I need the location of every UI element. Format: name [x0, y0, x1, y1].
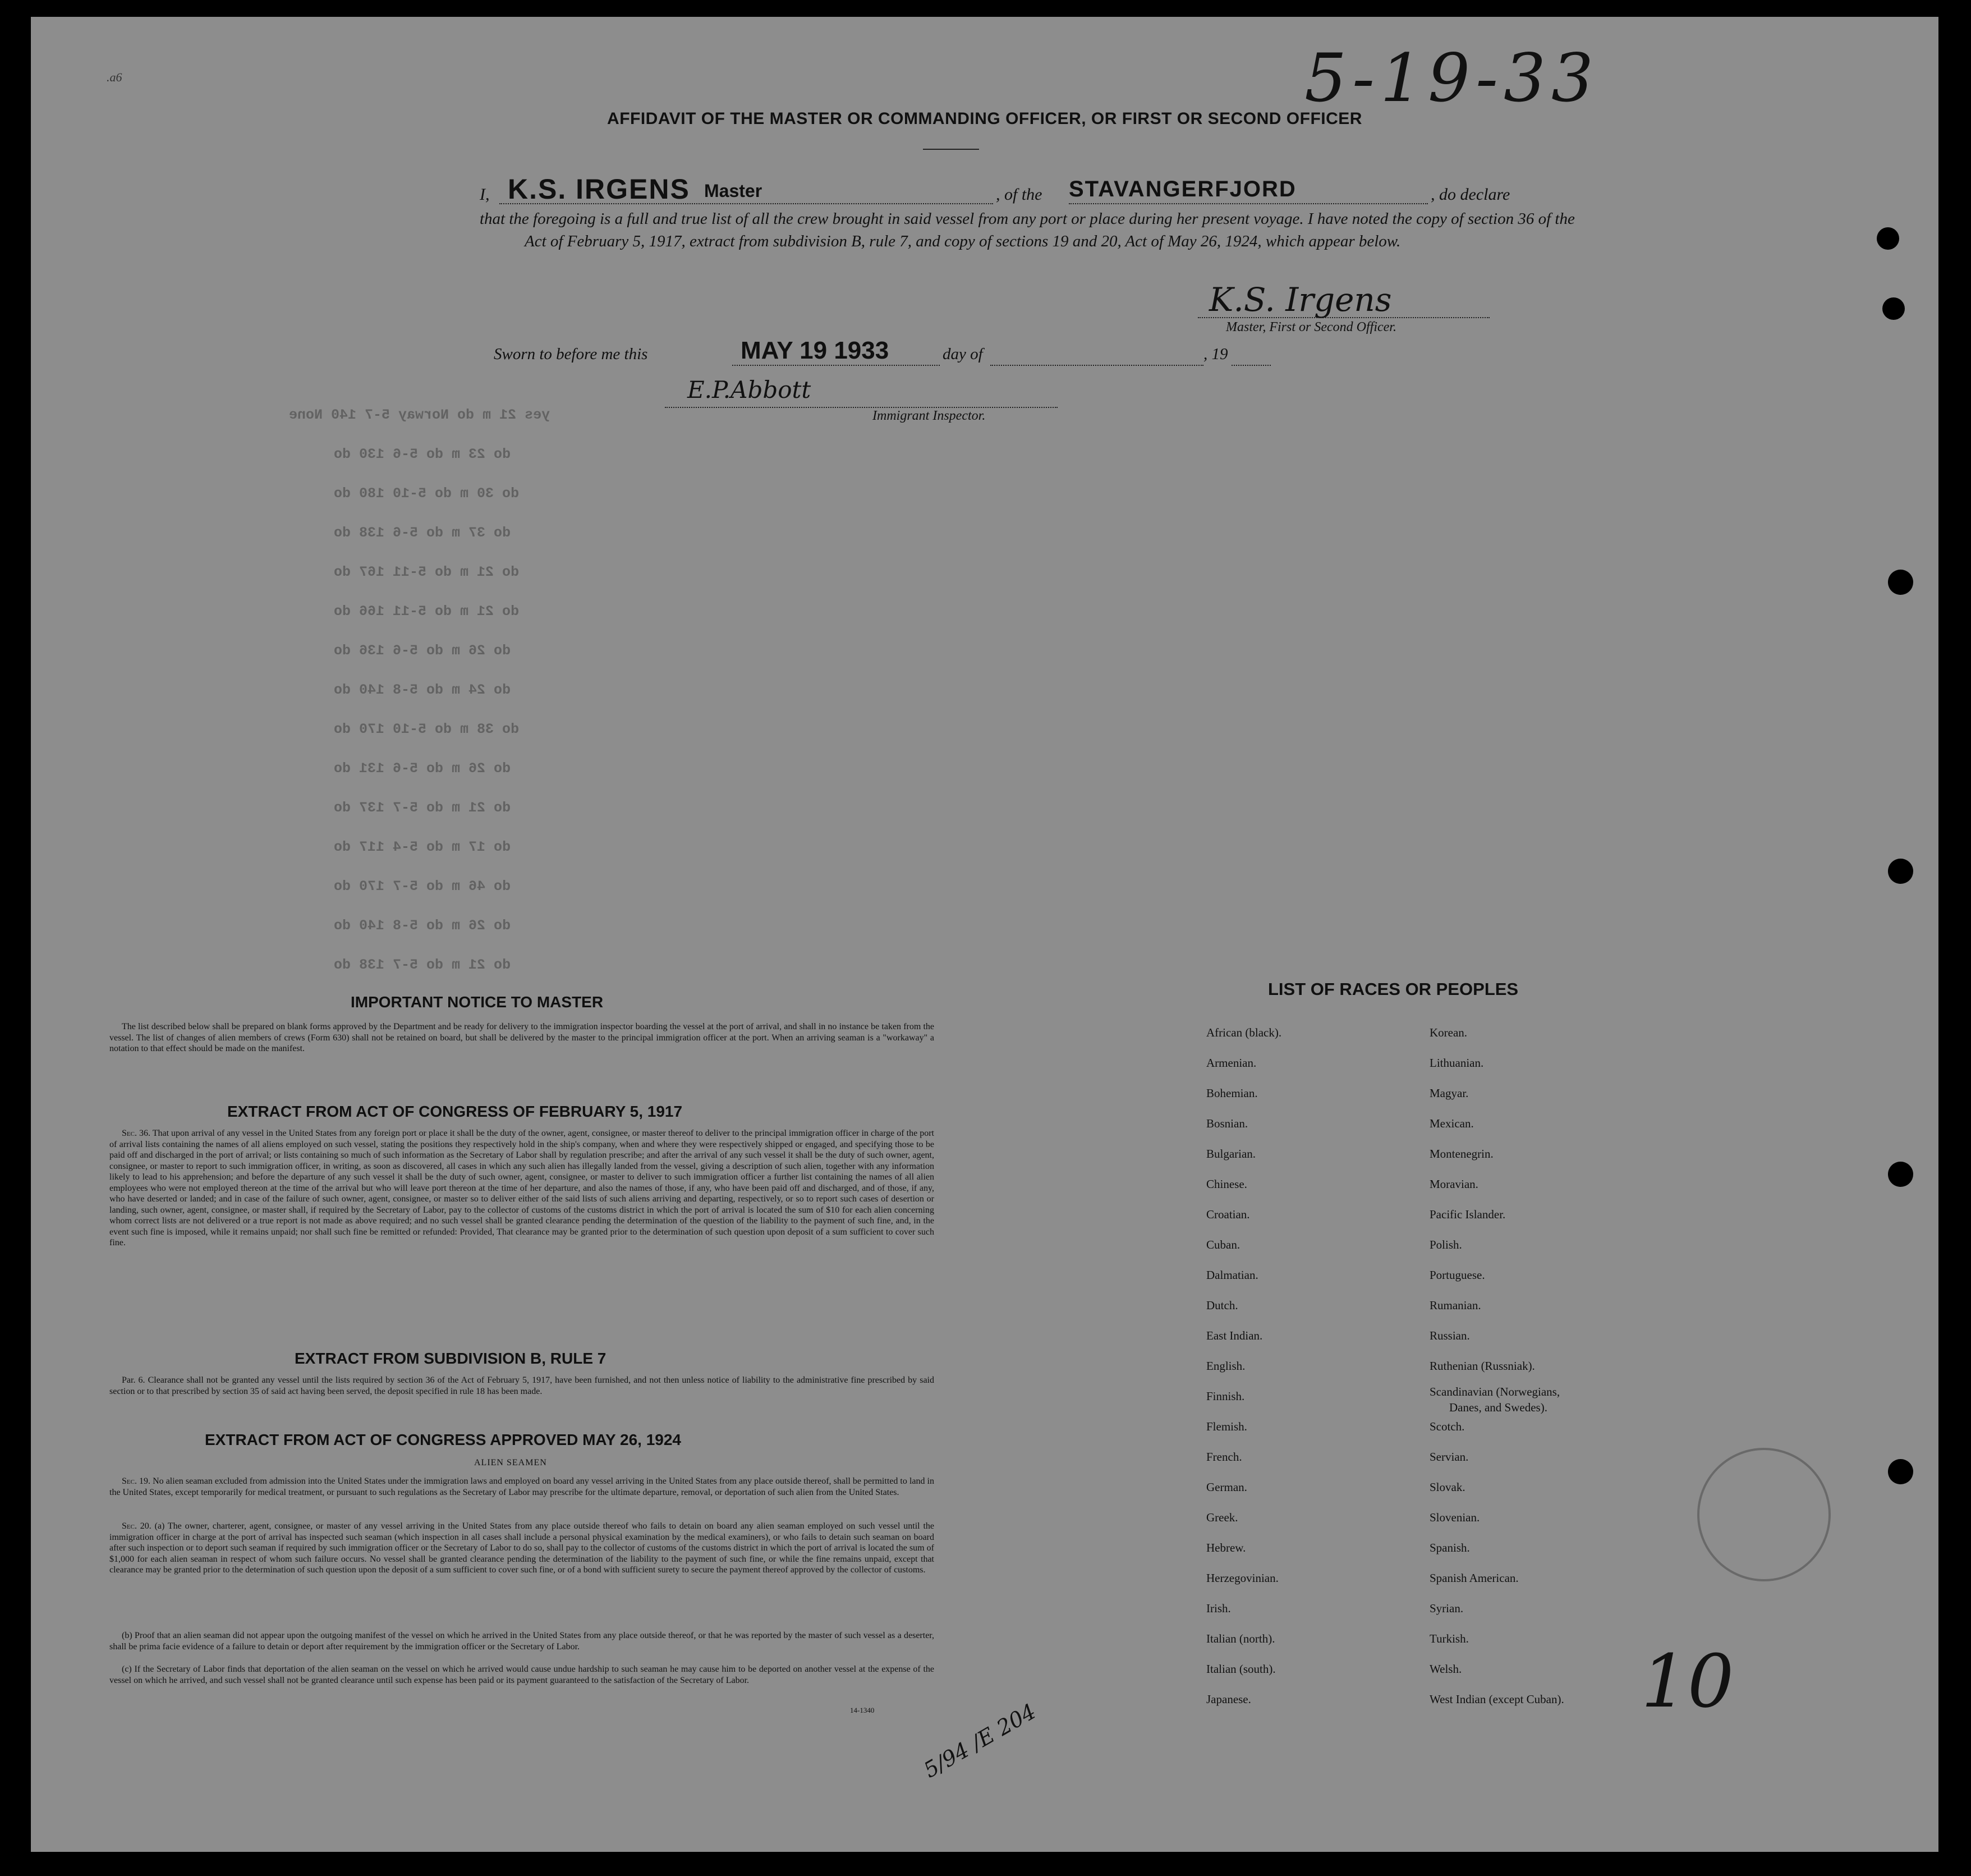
extract2-heading: EXTRACT FROM SUBDIVISION B, RULE 7 [295, 1350, 607, 1367]
do-declare-label: , do declare [1431, 185, 1510, 204]
race-item: Croatian. [1206, 1208, 1250, 1221]
race-item: Syrian. [1430, 1602, 1464, 1615]
race-item: Magyar. [1430, 1086, 1469, 1100]
sec20a-body: (a) The owner, charterer, agent, consignee, or master of any vessel arriving in the United States from any place outside thereof who fails to detain on board any alien seaman employed on such vessel until the immigration officer in charge at the port of arrival has inspected such seaman (which inspection in all cases shall include a personal physical examination by the medical examiners), or who fails to detain such seaman on board after such inspection or to deport such seaman if required by such immigration officer or the Secretary of Labor to do so, shall pay to the collector of customs of the customs district in which the port of arrival is located the sum of $1,000 for each alien seaman in respect of whom such failure occurs. No vessel shall be granted clearance pending the determination of the liability to the payment of such fine, or while the fine remains unpaid, except that clearance may be granted prior to the determination of such question upon the deposit of a sum sufficient to cover such fine, or of a bond with sufficient surety to secure the payment thereof approved by the collector of customs. [109, 1521, 934, 1575]
bleed-row: do 37 m do 5-6 138 do [334, 525, 511, 541]
race-item: Finnish. [1206, 1389, 1245, 1403]
year-label: , 19 [1203, 345, 1228, 363]
race-item: Herzegovinian. [1206, 1571, 1279, 1585]
master-name: K.S. IRGENS [508, 173, 690, 205]
extract2-par-label: Par. 6. [122, 1375, 145, 1385]
extract1-heading: EXTRACT FROM ACT OF CONGRESS OF FEBRUARY 5, 1917 [227, 1103, 683, 1120]
form-number: 14-1340 [850, 1706, 875, 1714]
inspector-caption: Immigrant Inspector. [872, 409, 986, 423]
name-line [499, 203, 993, 204]
race-item: West Indian (except Cuban). [1430, 1692, 1564, 1706]
punch-hole [1888, 570, 1913, 595]
race-item: Danes, and Swedes). [1449, 1401, 1547, 1414]
bleed-row: do 30 m do 5-10 180 do [334, 485, 520, 502]
bleed-row: do 26 m do 5-8 140 do [334, 918, 511, 934]
vessel-line [1069, 203, 1428, 204]
stamped-number: 5-19-33 [1304, 39, 1600, 117]
seal-stamp [1697, 1448, 1831, 1581]
sec19-body: No alien seaman excluded from admission into the United States under the immigration laws and employed on board any vessel arriving in the United States from any place outside thereof, shall be permitted to land in the United States, except temporarily for medical treatment, or pursuant to such regulations as the Secretary of Labor may prescribe for the ultimate departure, removal, or deportation of such alien from the United States. [109, 1476, 934, 1497]
race-item: Russian. [1430, 1329, 1470, 1342]
day-of-label: day of [943, 345, 983, 363]
race-item: Portuguese. [1430, 1268, 1485, 1282]
sworn-date-line [732, 365, 940, 366]
punch-hole [1882, 297, 1905, 320]
race-item: Hebrew. [1206, 1541, 1246, 1554]
vessel-name: STAVANGERFJORD [1069, 177, 1297, 201]
extract3-heading: EXTRACT FROM ACT OF CONGRESS APPROVED MAY 26, 1924 [205, 1431, 681, 1448]
race-item: Montenegrin. [1430, 1147, 1494, 1161]
race-item: Chinese. [1206, 1177, 1247, 1191]
extract1-text [109, 1128, 934, 1249]
bleed-row: do 26 m do 5-6 131 do [334, 760, 511, 777]
race-item: Italian (north). [1206, 1632, 1275, 1645]
page-count: 10 [1641, 1639, 1734, 1724]
extract2-text [109, 1375, 934, 1397]
bleed-row: do 24 m do 5-8 140 do [334, 682, 511, 698]
affidavit-page [31, 17, 1938, 1852]
race-item: Servian. [1430, 1450, 1469, 1464]
declaration-body: that the foregoing is a full and true list of all the crew brought in said vessel from any port or place during her present voyage. I have noted the copy of section 36 of the Act of February 5, 1917, extract from subdivision B, rule 7, and copy of sections 19 and 20, Act of May 26, 1924, which appear below. [480, 210, 1575, 250]
race-item: Bosnian. [1206, 1117, 1248, 1130]
race-item: Italian (south). [1206, 1662, 1276, 1676]
extract1-body: That upon arrival of any vessel in the United States from any foreign port or place it shall be the duty of the owner, agent, consignee, or master thereof to deliver to the principal immigration officer in charge of the port of arrival lists containing the names of all aliens employed on such vessel, stating the positions they respectively hold in the ship's company, when and where they were respectively shipped or engaged, and specifying those to be paid off and discharged in the port of arrival; or lists containing so much of such information as the Secretary of Labor shall by regulation prescribe; and after the arrival of any such vessel it shall be the duty of such owner, agent, consignee, or master to report to such immigration officer, in writing, as soon as discovered, all cases in which any such alien has illegally landed from the vessel, giving a description of such alien, together with any information likely to lead to his apprehension; and before the departure of any such vessel it shall be the duty of such owner, agent, consignee, or master to deliver to such immigration officer a further list containing the names of all alien employees who were not employed thereon at the time of the arrival but who will leave port thereon at the time of her departure, and also the names of those, if any, who have been paid off and discharged, and of those, if any, who have deserted or landed; and in case of the failure of such owner, agent, consignee, or master so to deliver either of the said lists of such aliens arriving and departing, respectively, or so to report such cases of desertion or landing, such owner, agent, consignee, or master shall, if required by the Secretary of Labor, pay to the collector of customs of the customs district in which the port of arrival is located the sum of $10 for each alien concerning whom correct lists are not delivered or a true report is not made as above required; and no such vessel shall be granted clearance pending the determination of the question of the liability to the payment of such fine, and, in the event such fine is imposed, while it remains unpaid; nor shall such fine be remitted or refunded: Provided, That clearance may be granted prior to the determination of such question upon deposit of a sum sufficient to cover such fine. [109, 1129, 934, 1247]
punch-hole [1888, 1459, 1913, 1484]
race-item: Rumanian. [1430, 1299, 1481, 1312]
signature-line [1198, 317, 1490, 318]
extract1-sec-label: Sec. 36. [122, 1129, 150, 1138]
master-rank: Master [704, 181, 762, 201]
bleed-row: do 17 m do 5-4 117 do [334, 839, 511, 855]
race-item: Slovak. [1430, 1480, 1465, 1494]
title-divider [923, 149, 979, 150]
inspector-line [665, 407, 1058, 408]
bleed-row: do 46 m do 5-7 170 do [334, 878, 511, 895]
extract3-subheading: ALIEN SEAMEN [474, 1458, 547, 1467]
signature-caption: Master, First or Second Officer. [1226, 320, 1396, 334]
sec20b-body: (b) Proof that an alien seaman did not appear upon the outgoing manifest of the vessel on which he arrived in the United States from any place outside thereof, or that he was reported by the master of such vessel as a deserter, shall be prima facie evidence of a failure to detain or deport after requirement by the immigration officer or the Secretary of Labor. [109, 1631, 934, 1652]
bleed-row: do 21 m do 5-7 138 do [334, 957, 511, 973]
race-item: Scotch. [1430, 1420, 1465, 1433]
sworn-date: MAY 19 1933 [741, 337, 889, 364]
punch-hole [1877, 227, 1899, 250]
race-item: Bulgarian. [1206, 1147, 1256, 1161]
day-of-line [990, 365, 1203, 366]
race-item: Mexican. [1430, 1117, 1474, 1130]
of-the-label: , of the [996, 185, 1042, 204]
race-item: Irish. [1206, 1602, 1231, 1615]
bleed-row: do 21 m do 5-11 166 do [334, 603, 520, 620]
race-item: Pacific Islander. [1430, 1208, 1506, 1221]
notice-body: The list described below shall be prepared on blank forms approved by the Department and be ready for delivery to the immigration inspector boarding the vessel at the port of arrival, and shall in no instance be taken from the vessel. The list of changes of alien members of crews (Form 630) shall not be retained on board, but shall be delivered by the master to the principal immigration officer at the port. When an arriving seaman is a "workaway" a notation to that effect should be made on the manifest. [109, 1022, 934, 1053]
form-title: AFFIDAVIT OF THE MASTER OR COMMANDING OFFICER, OR FIRST OR SECOND OFFICER [607, 109, 1362, 128]
race-item: Welsh. [1430, 1662, 1462, 1676]
page-marker: .a6 [107, 70, 122, 84]
race-item: Korean. [1430, 1026, 1468, 1039]
bleed-row: do 26 m do 5-6 136 do [334, 643, 511, 659]
race-item: Flemish. [1206, 1420, 1247, 1433]
bleed-row: do 21 m do 5-7 137 do [334, 800, 511, 816]
sec20c-body: (c) If the Secretary of Labor finds that deportation of the alien seaman on the vessel on which he arrived would cause undue hardship to such seaman he may cause him to be deported on another vessel at the expense of the vessel on which he arrived, and such vessel shall not be granted clearance until such expense has been paid or its payment guaranteed to the satisfaction of the Secretary of Labor. [109, 1664, 934, 1685]
sec19-label: Sec. 19. [122, 1476, 151, 1486]
inspector-signature: E.P.Abbott [687, 376, 811, 403]
extract3-sec19 [109, 1476, 934, 1498]
race-item: Moravian. [1430, 1177, 1478, 1191]
race-item: Greek. [1206, 1511, 1238, 1524]
punch-hole [1888, 859, 1913, 884]
race-item: Turkish. [1430, 1632, 1469, 1645]
race-item: Armenian. [1206, 1056, 1257, 1070]
race-item: Polish. [1430, 1238, 1462, 1251]
race-item: English. [1206, 1359, 1246, 1373]
extract2-body: Clearance shall not be granted any vessel until the lists required by section 36 of the Act of February 5, 1917, have been furnished, and not then unless notice of liability to the administrative fine prescribed by said section or to that prescribed by section 35 of said act having been served, the deposit specified in rule 18 has been made. [109, 1375, 935, 1396]
race-item: Scandinavian (Norwegians, [1430, 1385, 1560, 1398]
race-item: African (black). [1206, 1026, 1282, 1039]
margin-note: 5/94 /E 204 [919, 1699, 1040, 1783]
year-line [1232, 365, 1271, 366]
extract3-sec20c [109, 1664, 934, 1686]
race-item: Dalmatian. [1206, 1268, 1258, 1282]
race-item: Dutch. [1206, 1299, 1238, 1312]
race-item: German. [1206, 1480, 1247, 1494]
extract3-sec20a [109, 1521, 934, 1576]
notice-heading: IMPORTANT NOTICE TO MASTER [351, 993, 604, 1011]
races-heading: LIST OF RACES OR PEOPLES [1268, 979, 1519, 999]
race-item: Lithuanian. [1430, 1056, 1484, 1070]
bleed-row: do 23 m do 5-6 130 do [334, 446, 511, 462]
sworn-label: Sworn to before me this [494, 345, 648, 363]
bleed-row: do 21 m do 5-11 167 do [334, 564, 520, 580]
extract3-sec20b [109, 1630, 934, 1652]
punch-hole [1888, 1162, 1913, 1187]
race-item: Slovenian. [1430, 1511, 1480, 1524]
race-item: Ruthenian (Russniak). [1430, 1359, 1535, 1373]
race-item: Spanish American. [1430, 1571, 1519, 1585]
race-item: East Indian. [1206, 1329, 1263, 1342]
master-signature: K.S. Irgens [1209, 281, 1392, 319]
race-item: Bohemian. [1206, 1086, 1258, 1100]
race-item: Spanish. [1430, 1541, 1470, 1554]
bleed-row: do 38 m do 5-10 170 do [334, 721, 520, 737]
bleed-row: yes 21 m do Norway 5-7 140 None [289, 407, 550, 423]
sec20-label: Sec. 20. [122, 1521, 151, 1531]
notice-text [109, 1021, 934, 1054]
race-item: Japanese. [1206, 1692, 1251, 1706]
declaration-i: I, [480, 185, 490, 204]
race-item: French. [1206, 1450, 1242, 1464]
race-item: Cuban. [1206, 1238, 1241, 1251]
